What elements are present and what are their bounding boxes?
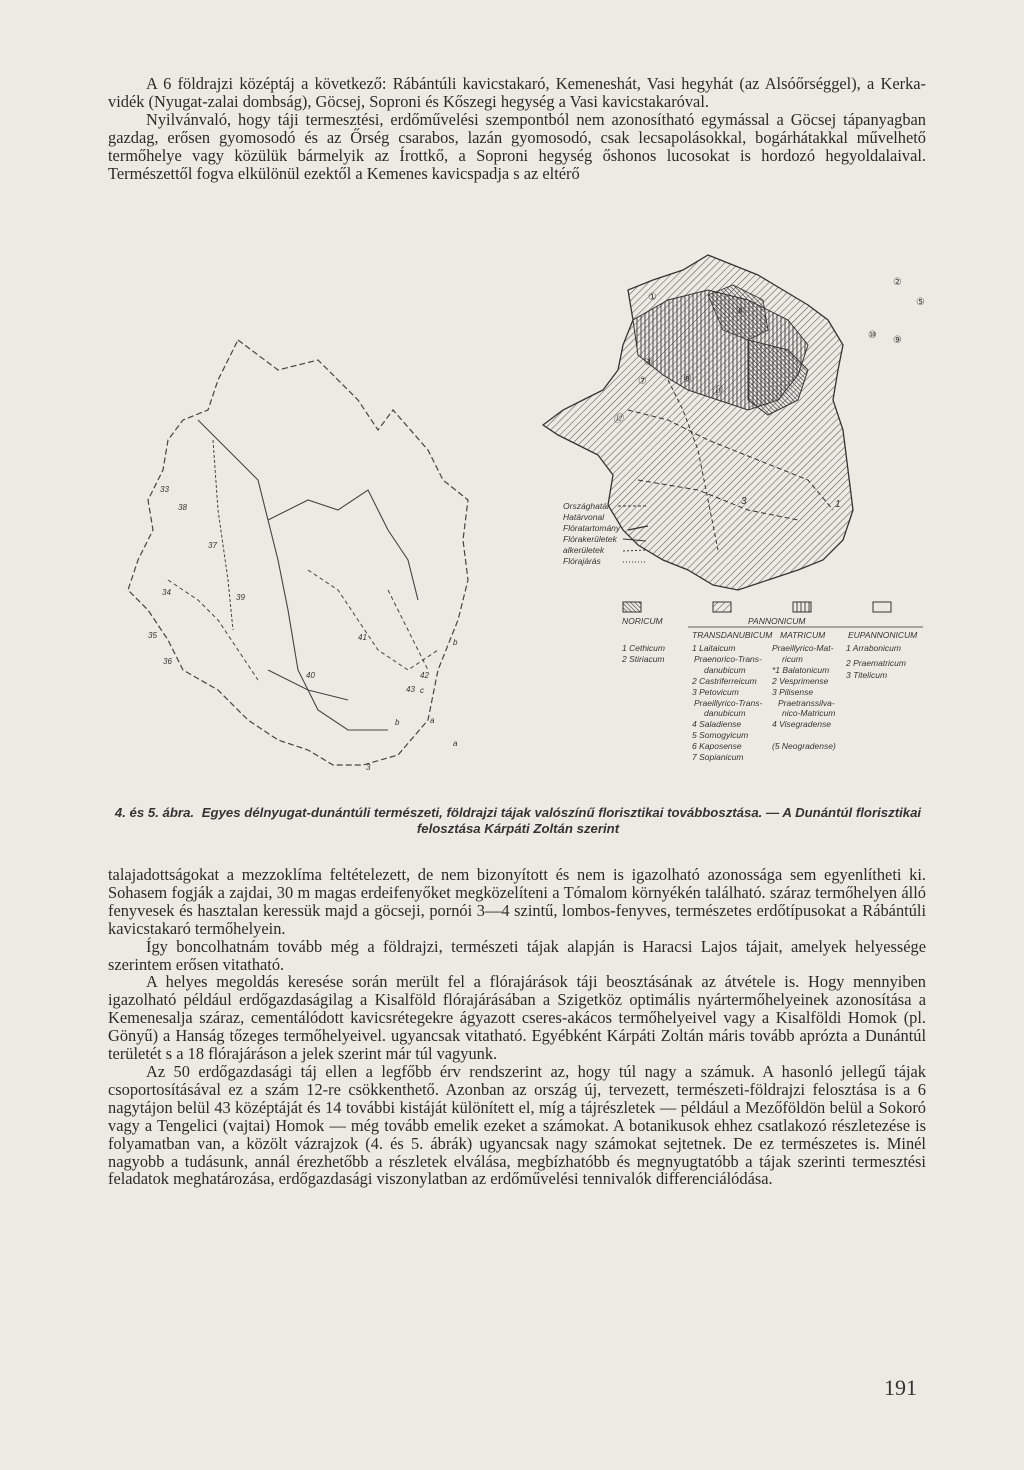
legend-item: 2 Vesprimense <box>772 676 829 686</box>
paragraph: A 6 földrajzi középtáj a következő: Rábántúli kavicstakaró, Kemeneshát, Vasi hegyhát (az Alsóőrséggel), a Kerka-vidék (Nyugat-zalai dombság), Göcsej, Soproni és Kőszegi hegység a Vasi kavicstakaróval. <box>108 74 926 111</box>
map-label: b <box>453 638 458 647</box>
legend-item: 5 Somogyicum <box>692 730 749 740</box>
map-label: 33 <box>160 485 169 494</box>
figure-number: 4. és 5. ábra. <box>114 805 195 820</box>
legend-item: 2 Praematricum <box>846 658 906 668</box>
top-text-block <box>108 75 926 182</box>
map-label: 3 <box>741 496 747 507</box>
map-label: ⑧ <box>683 374 692 385</box>
map-label: 36 <box>163 657 172 666</box>
map-label: 41 <box>358 633 367 642</box>
map-label: b <box>395 718 400 727</box>
map-label: ⑤ <box>916 297 925 308</box>
legend-item: nico-Matricum <box>782 708 836 718</box>
map-label: 37 <box>208 541 217 550</box>
paragraph: Az 50 erdőgazdasági táj ellen a legfőbb érv rendszerint az, hogy túl nagy a számuk. A hasonló jellegű tájak csoportosításával ez a szám 12-re csökkenthető. Azonban az ország új, tervezett, természeti-földrajzi felosztása is a 6 nagytájon belül 43 középtáját és 14 további kistáját különített el, míg a tájrészletek — például a Mezőföldön belül a Sokoró vagy a Tengelici (vajtai) Homok — még tovább emelik ezeket a számokat. A botanikusok ehhez csatlakozó részletezése is folyamatban van, a közölt vázrajzok (4. és 5. ábrák) ugyancsak nagy számokat sejtetnek. De ez természetes is. Minél nagyobb a tudásunk, annál érezhetőbb a részletek elválása, megbízhatóbb és megnyugtatóbb a tájak szerinti termesztési feladatok meghatározása, erdőgazdasági viszonylatban az erdőművelési tennivalók differenciálódása. <box>108 1061 926 1189</box>
map-label: 35 <box>148 631 157 640</box>
legend-label: Országhatár <box>563 501 610 511</box>
legend-item: *1 Balatonicum <box>772 665 830 675</box>
legend-item: 6 Kaposense <box>692 741 742 751</box>
legend-swatch-noricum <box>623 602 641 612</box>
legend-item: 3 Titelicum <box>846 670 888 680</box>
legend-label: Flóratartomány <box>563 523 621 533</box>
legend-label: Határvonal <box>563 512 605 522</box>
legend-item: Praeillyrico-Mat- <box>772 643 834 653</box>
map-label: 42 <box>420 671 429 680</box>
map-label: 38 <box>178 503 187 512</box>
bottom-text-block <box>108 866 926 1188</box>
legend-item: Praenorico-Trans- <box>694 654 762 664</box>
map-label: ⑨ <box>893 335 902 346</box>
legend-item: 1 Laitaicum <box>692 643 736 653</box>
legend-swatch-eupannonicum <box>873 602 891 612</box>
map-label: 1 <box>835 499 841 510</box>
map-label: ⑦ <box>638 376 647 387</box>
legend-header: TRANSDANUBICUM <box>692 630 773 640</box>
legend-item: 3 Petovicum <box>692 687 739 697</box>
map-label: ① <box>648 292 657 303</box>
map-label: ② <box>893 277 902 288</box>
map-label: 39 <box>236 593 245 602</box>
paragraph: Így boncolhatnám tovább még a földrajzi, természeti tájak alapján is Haracsi Lajos tájait, amelyek helyessége szerintem erősen vitatható. <box>108 936 926 974</box>
legend-label: alkerületek <box>563 545 605 555</box>
map-label: 3 <box>366 763 371 772</box>
area-legend <box>621 602 923 762</box>
legend-item: 2 Castriferreicum <box>692 676 757 686</box>
map-label: ⑪ <box>712 386 722 397</box>
map-label: 34 <box>162 588 171 597</box>
map-label: c <box>420 686 424 695</box>
legend-item: 2 Stiriacum <box>622 654 665 664</box>
legend-item: danubicum <box>704 708 746 718</box>
paragraph: talajadottságokat a mezzoklíma feltételezett, de nem bizonyított és nem is igazolható azonossága sem egyenlítheti ki. Sohasem fogják a zajdai, 30 m magas erdeifenyőket megközelíteni a Tómalom környékén található. száraz termőhelyen álló fenyvesek és hasztalan keressük majd a göcseji, pornói 3—4 szintű, lombos-fenyves, természetes erdőtípusokat a Rábántúli kavicstakaró termőhelyein. <box>108 865 926 938</box>
legend-item: danubicum <box>704 665 746 675</box>
legend-item: 3 Pilisense <box>772 687 814 697</box>
left-map-boundary <box>268 490 418 600</box>
page-number: 191 <box>884 1375 917 1400</box>
legend-header: MATRICUM <box>780 630 826 640</box>
legend-swatch-transdanubicum <box>713 602 731 612</box>
legend-item: 1 Cethicum <box>622 643 665 653</box>
left-map-boundary <box>388 590 428 670</box>
map-label: 40 <box>306 671 315 680</box>
map-label: ⑫ <box>613 414 623 425</box>
legend-item: Praeillyrico-Trans- <box>694 698 763 708</box>
figure-maps <box>108 250 938 800</box>
legend-swatch-matricum <box>793 602 811 612</box>
left-map-boundary <box>198 420 388 730</box>
paragraph: Nyilvánvaló, hogy táji termesztési, erdőművelési szempontból nem azonosítható egymással a Göcsej tápanyagban gazdag, erősen gyomosodó és az Őrség csarabos, lazán gyomosodó, csak lecsapolásokkal, bogárhátakkal művelhető termőhelye vagy közülük bármelyik az Írottkő, a Soproni hegység őshonos lucosokat is hordozó hegyoldalaival. Természettől fogva elkülönül ezektől a Kemenes kavicspadja s az eltérő <box>108 109 926 183</box>
map-label: a <box>430 716 435 725</box>
legend-item: 7 Sopianicum <box>692 752 744 762</box>
legend-item: 1 Arrabonicum <box>846 643 901 653</box>
legend-item: Praetranssilva- <box>778 698 835 708</box>
map-label: 43 <box>406 685 415 694</box>
legend-item: 4 Saladiense <box>692 719 742 729</box>
figure-caption <box>108 805 928 837</box>
figure-caption-text: Egyes délnyugat-dunántúli természeti, földrajzi tájak valószínű florisztikai továbbosztása. — A Dunántúl florisztikai felosztása Kárpáti Zoltán szerint <box>201 805 922 836</box>
legend-header: NORICUM <box>622 616 663 626</box>
legend-label: Flórajárás <box>563 556 601 566</box>
legend-header: EUPANNONICUM <box>848 630 918 640</box>
legend-header: PANNONICUM <box>748 616 806 626</box>
legend-item: 4 Visegradense <box>772 719 831 729</box>
legend-item: ricum <box>782 654 803 664</box>
map-label: ③ <box>644 357 653 368</box>
legend-label: Flórakerületek <box>563 534 617 544</box>
map-label: ⑥ <box>736 306 745 317</box>
left-map <box>128 340 468 772</box>
left-map-outline <box>128 340 468 765</box>
map-label: ⑩ <box>868 330 877 341</box>
left-map-boundary <box>308 570 438 670</box>
legend-item: (5 Neogradense) <box>772 741 836 751</box>
paragraph: A helyes megoldás keresése során merült fel a flórajárások táji beosztásának az átvétele is. Hogy mennyiben igazolható például erdőgazdaságilag a Kisalföld flórajárásában a Szigetköz optimális nyártermőhelyeinek azonosítása a Kemenesalja száraz, cementálódott kavicsrétegekre ágyazott cseres-akácos termőhelyeivel vagy a Kisalföldi Homok (pl. Gönyű) a Hanság tőzeges termőhelyeivel. ugyancsak vitatható. Egyébként Kárpáti Zoltán máris tovább aprózta a Dunántúl területét s a 18 flórajáráson a jelek szerint már túl vagyunk. <box>108 972 926 1064</box>
map-label: a <box>453 739 458 748</box>
left-map-boundary <box>213 440 233 630</box>
